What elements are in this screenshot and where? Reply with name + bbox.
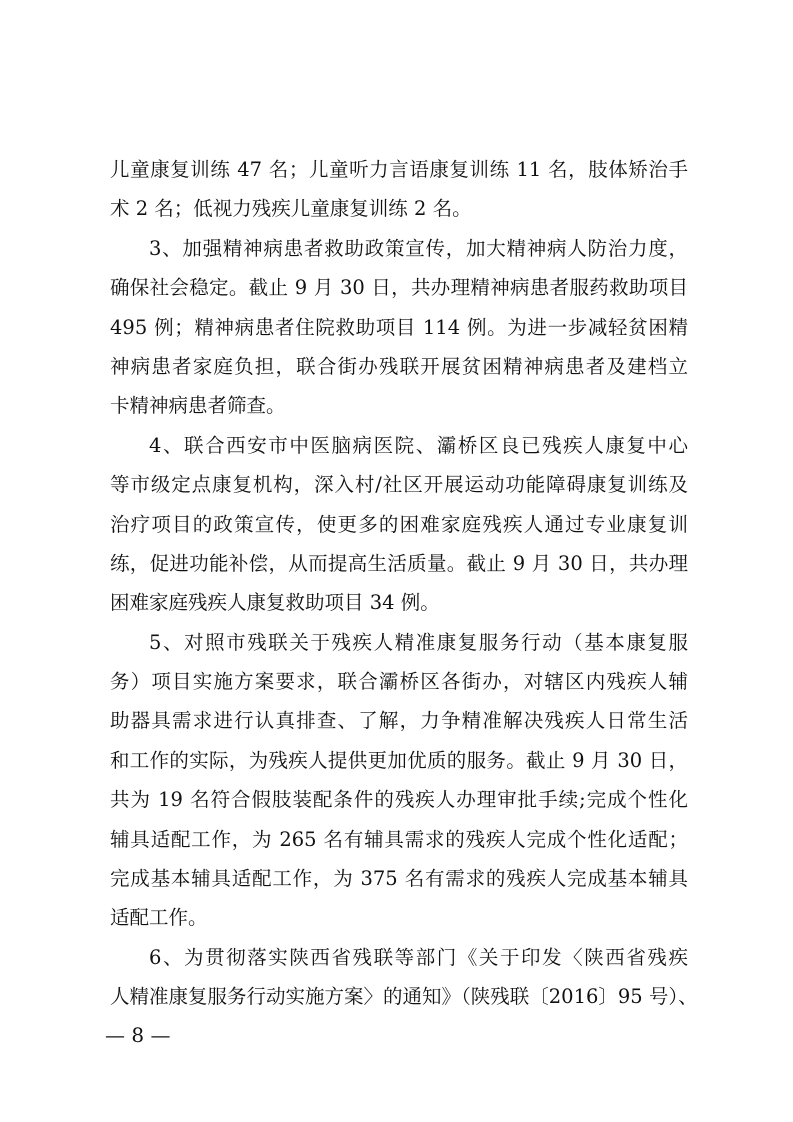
text-line: 困难家庭残疾人康复救助项目 34 例。 — [110, 591, 440, 615]
paragraph-3-start: 3、加强精神病患者救助政策宣传，加大精神病人防治力度， — [149, 236, 688, 260]
text-line: 儿童康复训练 47 名；儿童听力言语康复训练 11 名，肢体矫治手 — [110, 158, 688, 181]
text-line: 适配工作。 — [110, 906, 208, 930]
text-line: 神病患者家庭负担，联合街办残联开展贫困精神病患者及建档立 — [110, 354, 688, 378]
text-line: 确保社会稳定。截止 9 月 30 日，共办理精神病患者服药救助项目 — [110, 276, 688, 300]
text-line: 完成基本辅具适配工作，为 375 名有需求的残疾人完成基本辅具 — [110, 867, 688, 891]
text-line: 务）项目实施方案要求，联合灞桥区各街办，对辖区内残疾人辅 — [110, 670, 688, 694]
text-line: 治疗项目的政策宣传，使更多的困难家庭残疾人通过专业康复训 — [110, 512, 688, 536]
text-line: 练，促进功能补偿，从而提高生活质量。截止 9 月 30 日，共办理 — [110, 551, 688, 575]
text-line: 495 例；精神病患者住院救助项目 114 例。为进一步减轻贫困精 — [110, 315, 688, 339]
text-line: 人精准康复服务行动实施方案〉的通知》（陕残联〔2016〕95 号）、 — [110, 985, 698, 1009]
paragraph-5-start: 5、对照市残联关于残疾人精准康复服务行动（基本康复服 — [149, 630, 688, 654]
page-number: — 8 — — [105, 1023, 171, 1047]
paragraph-6-start: 6、为贯彻落实陕西省残联等部门《关于印发〈陕西省残疾 — [149, 945, 688, 969]
paragraph-4-start: 4、联合西安市中医脑病医院、灞桥区良已残疾人康复中心 — [149, 433, 688, 457]
text-line: 共为 19 名符合假肢装配条件的残疾人办理审批手续;完成个性化 — [110, 788, 688, 812]
text-line: 和工作的实际，为残疾人提供更加优质的服务。截止 9 月 30 日， — [110, 748, 688, 772]
text-line: 术 2 名；低视力残疾儿童康复训练 2 名。 — [110, 197, 472, 221]
text-line: 助器具需求进行认真排查、了解，力争精准解决残疾人日常生活 — [110, 709, 688, 733]
text-line: 等市级定点康复机构，深入村/社区开展运动功能障碍康复训练及 — [110, 473, 688, 497]
text-line: 辅具适配工作，为 265 名有辅具需求的残疾人完成个性化适配； — [110, 827, 688, 851]
text-line: 卡精神病患者筛查。 — [110, 394, 286, 418]
body-text — [110, 150, 698, 1017]
